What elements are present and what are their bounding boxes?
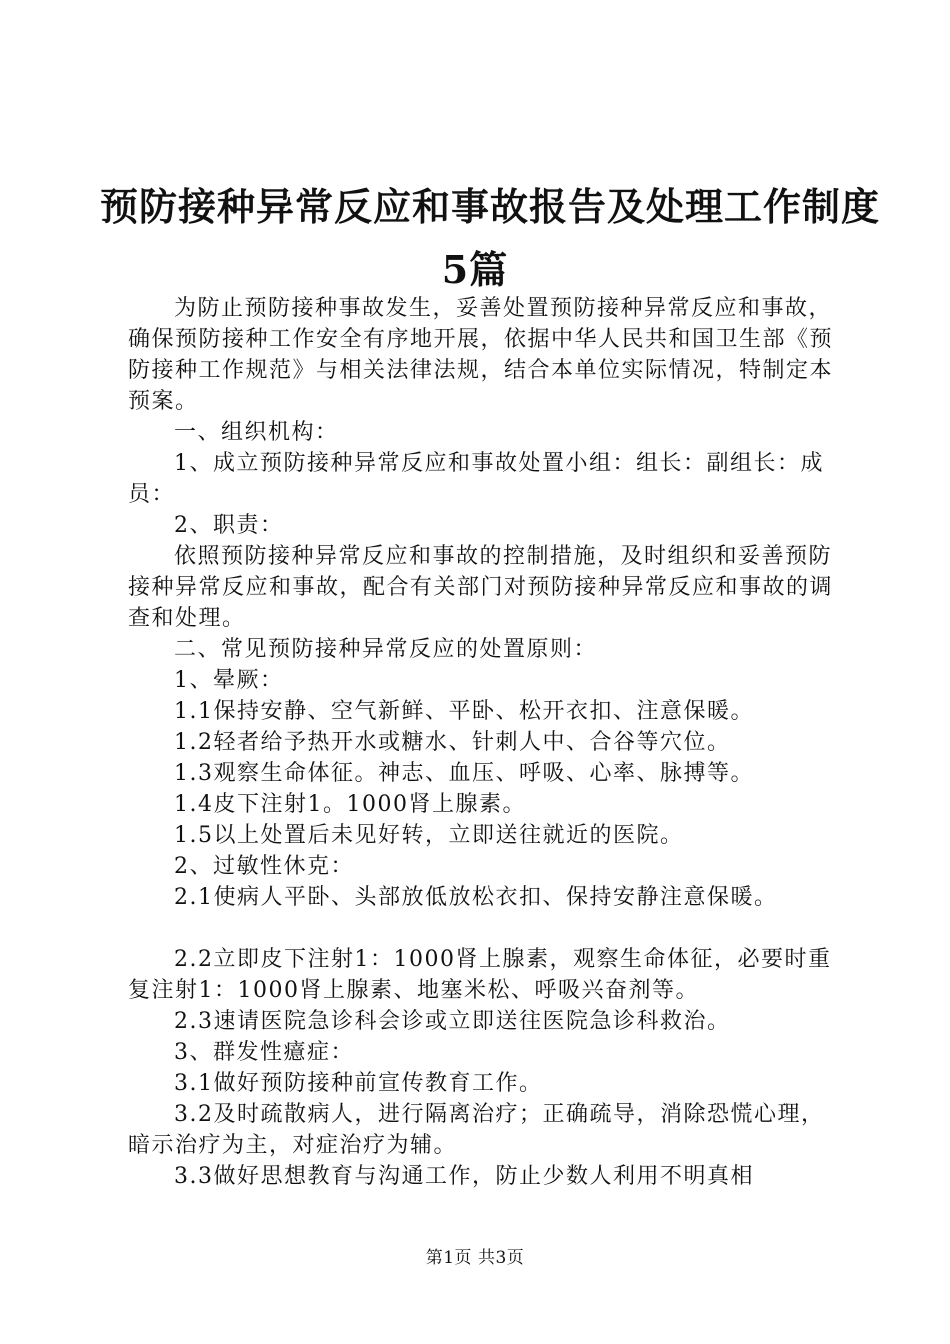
list-item: 1.3观察生命体征。神志、血压、呼吸、心率、脉搏等。 bbox=[174, 761, 754, 786]
paragraph-group: 1、成立预防接种异常反应和事故处置小组：组长：副组长：成员： bbox=[128, 451, 824, 507]
list-item: 2.3速请医院急诊科会诊或立即送往医院急诊科救治。 bbox=[174, 1009, 731, 1034]
paragraph-duties-heading: 2、职责： bbox=[174, 513, 284, 538]
list-item: 1.1保持安静、空气新鲜、平卧、松开衣扣、注意保暖。 bbox=[174, 699, 754, 724]
list-item: 2.1使病人平卧、头部放低放松衣扣、保持安静注意保暖。 bbox=[174, 885, 778, 910]
list-item: 1.2轻者给予热开水或糖水、针刺人中、合谷等穴位。 bbox=[174, 730, 731, 755]
paragraph-intro: 为防止预防接种事故发生，妥善处置预防接种异常反应和事故，确保预防接种工作安全有序地开展，依据中华人民共和国卫生部《预防接种工作规范》与相关法律法规，结合本单位实际情况，特制定本预案。 bbox=[128, 296, 834, 414]
list-heading-hysteria: 3、群发性癔症： bbox=[174, 1040, 354, 1065]
section-heading-organization: 一、组织机构： bbox=[174, 420, 339, 445]
document-title-line1: 预防接种异常反应和事故报告及处理工作制度 bbox=[100, 184, 881, 229]
page-footer: 第1页 共3页 bbox=[425, 1248, 525, 1268]
list-item: 3.1做好预防接种前宣传教育工作。 bbox=[174, 1071, 543, 1096]
list-heading-fainting: 1、晕厥： bbox=[174, 668, 284, 693]
list-item: 1.4皮下注射1。1000肾上腺素。 bbox=[174, 792, 526, 817]
paragraph-duties: 依照预防接种异常反应和事故的控制措施，及时组织和妥善预防接种异常反应和事故，配合有关部门对预防接种异常反应和事故的调查和处理。 bbox=[128, 544, 834, 631]
list-item: 1.5以上处置后未见好转，立即送往就近的医院。 bbox=[174, 823, 684, 848]
section-heading-principles: 二、常见预防接种异常反应的处置原则： bbox=[174, 637, 598, 662]
list-item: 3.2及时疏散病人，进行隔离治疗；正确疏导，消除恐慌心理，暗示治疗为主，对症治疗为辅。 bbox=[128, 1102, 825, 1158]
list-item: 3.3做好思想教育与沟通工作，防止少数人利用不明真相 bbox=[174, 1164, 754, 1189]
list-heading-shock: 2、过敏性休克： bbox=[174, 854, 354, 879]
document-body bbox=[128, 293, 836, 1192]
blank-line bbox=[128, 913, 836, 944]
list-item: 2.2立即皮下注射1：1000肾上腺素，观察生命体征，必要时重复注射1：1000肾上腺素、地塞米松、呼吸兴奋剂等。 bbox=[128, 947, 832, 1003]
document-title-line2: 5篇 bbox=[441, 247, 509, 292]
